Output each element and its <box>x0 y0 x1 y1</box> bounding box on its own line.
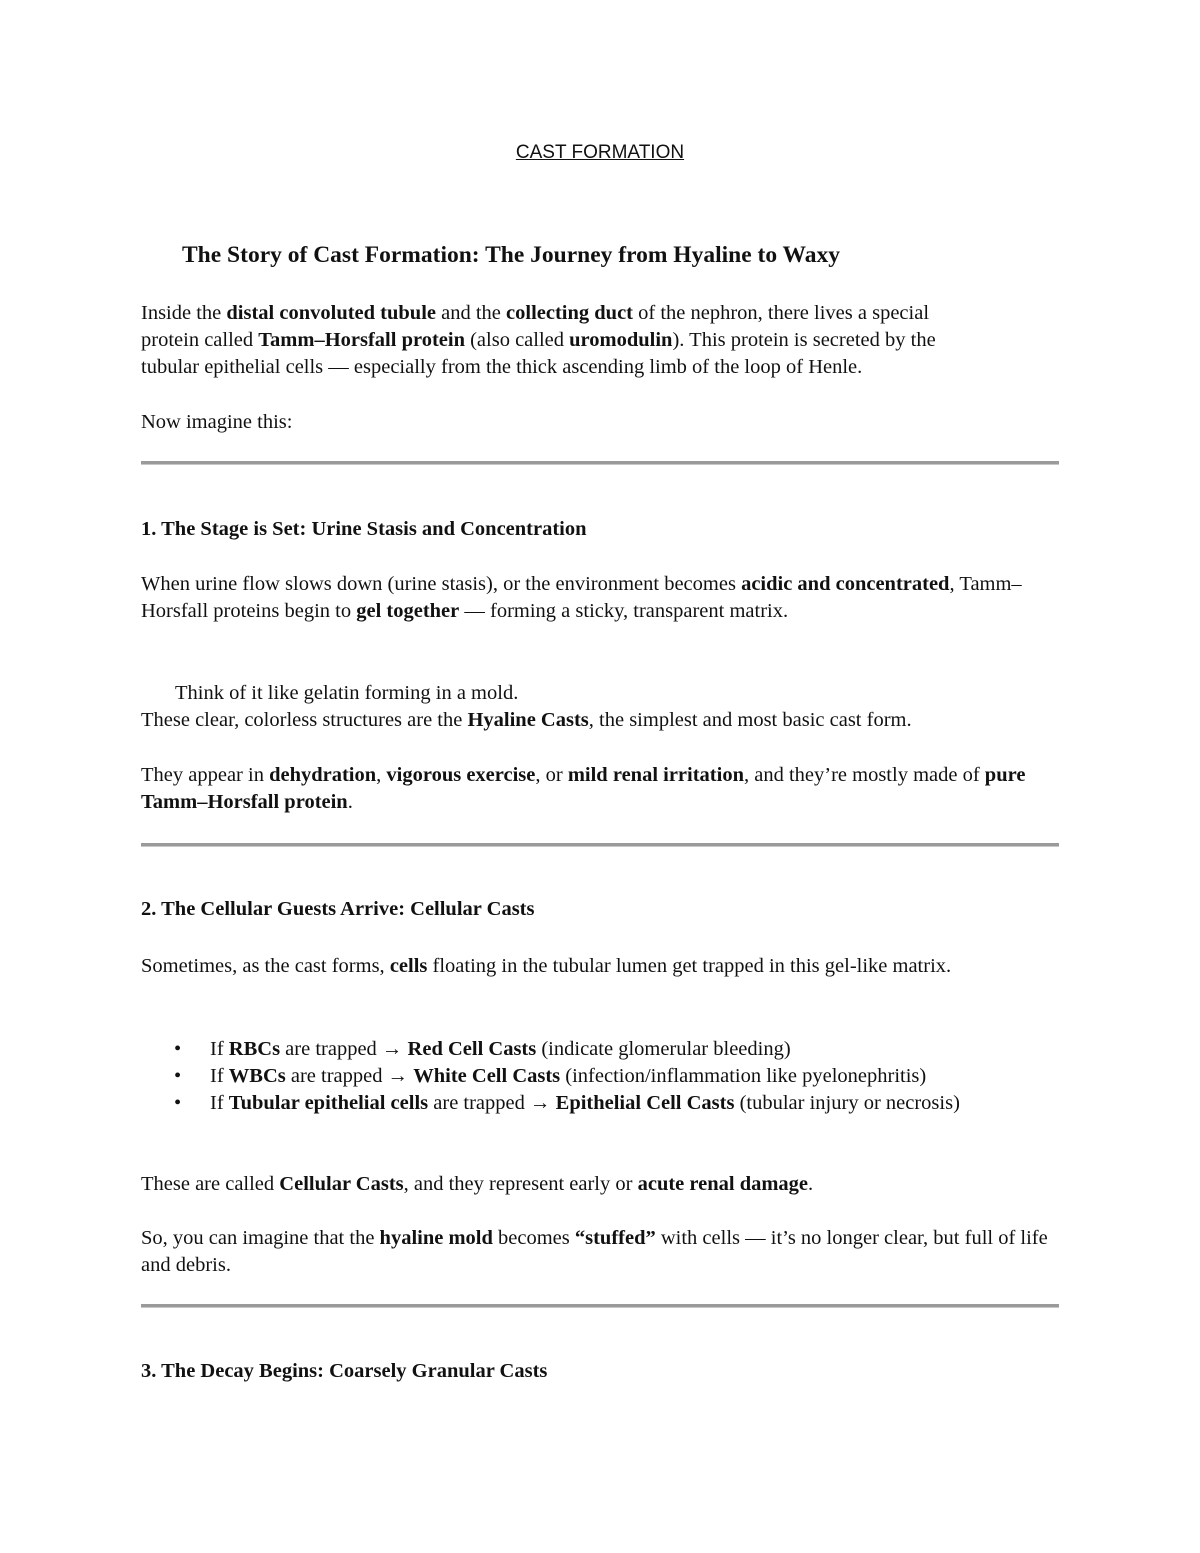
intro-line-3: tubular epithelial cells — especially from the thick ascending limb of the loop of Henle. <box>141 356 863 378</box>
section-3-heading: 3. The Decay Begins: Coarsely Granular Casts <box>141 1360 548 1382</box>
term-distal-convoluted-tubule: distal convoluted tubule <box>226 302 437 324</box>
term-cells: cells <box>389 955 428 977</box>
term-vigorous-exercise: vigorous exercise <box>386 764 536 786</box>
bullet-icon: • <box>174 1092 182 1114</box>
section-2-paragraph-2: These are called Cellular Casts, and they represent early or acute renal damage. <box>141 1173 814 1195</box>
bullet-icon: • <box>174 1065 182 1087</box>
list-item: • If WBCs are trapped → White Cell Casts (infection/inflammation like pyelonephritis) <box>172 1063 1062 1090</box>
horizontal-divider <box>141 843 1059 847</box>
intro-line-2: protein called Tamm–Horsfall protein (also called uromodulin). This protein is secreted by the <box>141 329 936 351</box>
intro-line-1: Inside the distal convoluted tubule and the collecting duct of the nephron, there lives a special <box>141 302 930 324</box>
document-subtitle: The Story of Cast Formation: The Journey from Hyaline to Waxy <box>182 242 840 268</box>
document-title: CAST FORMATION <box>515 142 685 163</box>
intro-lead-in: Now imagine this: <box>141 411 293 433</box>
trapped-cells-list <box>172 1036 1062 1117</box>
horizontal-divider <box>141 461 1059 465</box>
term-acute-renal-damage: acute renal damage <box>637 1173 809 1195</box>
term-hyaline-mold: hyaline mold <box>379 1227 493 1249</box>
section-2-paragraph-1: Sometimes, as the cast forms, cells floating in the tubular lumen get trapped in this gel-like matrix. <box>141 955 952 977</box>
section-2-heading: 2. The Cellular Guests Arrive: Cellular Casts <box>141 898 535 920</box>
section-1-paragraph-3: They appear in dehydration, vigorous exercise, or mild renal irritation, and they’re mostly made of pure Tamm–Horsfall protein. <box>141 764 1026 813</box>
bullet-icon: • <box>174 1038 182 1060</box>
term-gel-together: gel together <box>356 600 460 622</box>
term-mild-renal-irritation: mild renal irritation <box>567 764 744 786</box>
term-acidic-concentrated: acidic and concentrated <box>741 573 950 595</box>
term-stuffed: “stuffed” <box>574 1227 656 1249</box>
term-cellular-casts: Cellular Casts <box>279 1173 404 1195</box>
section-1-paragraph-2: Think of it like gelatin forming in a mold. These clear, colorless structures are the Hyaline Casts, the simplest and most basic cast form. <box>141 682 912 731</box>
term-collecting-duct: collecting duct <box>506 302 634 324</box>
term-hyaline-casts: Hyaline Casts <box>467 709 589 731</box>
term-uromodulin: uromodulin <box>569 329 673 351</box>
term-pure-tamm-horsfall: pure Tamm–Horsfall protein <box>141 764 1026 813</box>
section-1-paragraph-1: When urine flow slows down (urine stasis), or the environment becomes acidic and concentrated, Tamm–Horsfall proteins begin to gel together — forming a sticky, transparent matrix. <box>141 573 1022 622</box>
term-tamm-horsfall-protein: Tamm–Horsfall protein <box>258 329 465 351</box>
list-item: • If Tubular epithelial cells are trapped → Epithelial Cell Casts (tubular injury or necrosis) <box>172 1090 1062 1117</box>
list-item: • If RBCs are trapped → Red Cell Casts (indicate glomerular bleeding) <box>172 1036 1062 1063</box>
gelatin-analogy: Think of it like gelatin forming in a mold. <box>175 682 519 704</box>
term-dehydration: dehydration <box>269 764 377 786</box>
section-2-paragraph-3: So, you can imagine that the hyaline mold becomes “stuffed” with cells — it’s no longer clear, but full of life and debris. <box>141 1227 1048 1276</box>
horizontal-divider <box>141 1304 1059 1308</box>
intro-paragraph <box>141 300 1066 381</box>
section-1-heading: 1. The Stage is Set: Urine Stasis and Concentration <box>141 518 587 540</box>
